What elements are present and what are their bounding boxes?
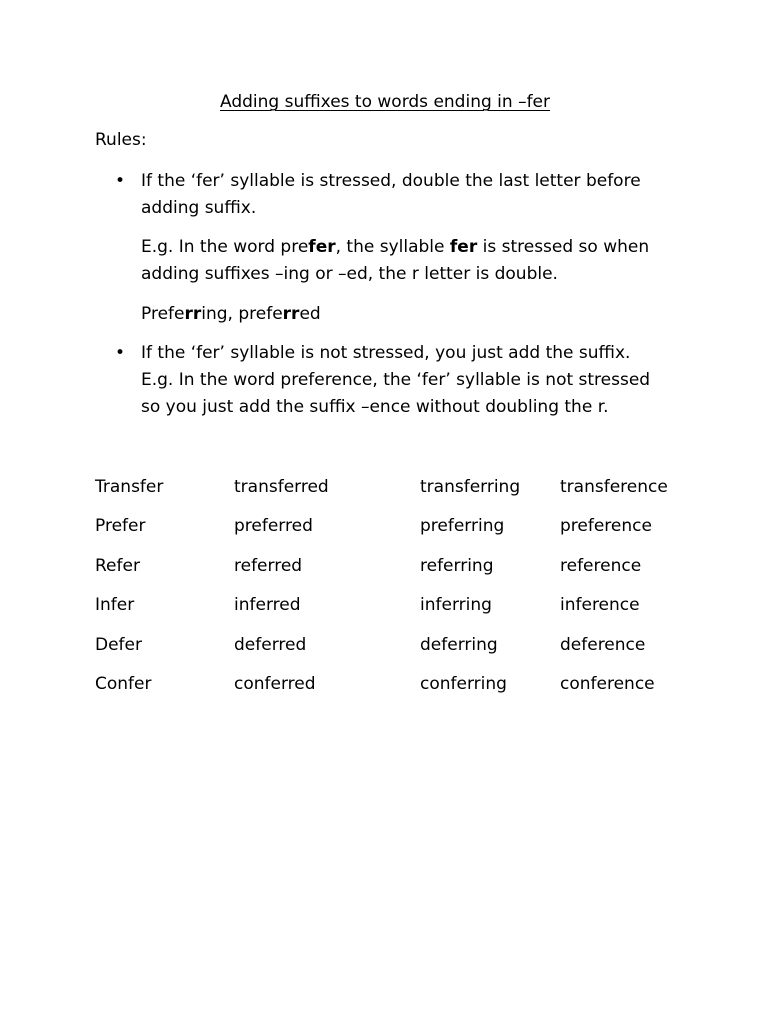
bullet-icon: •	[115, 171, 126, 191]
page-title: Adding suffixes to words ending in –fer	[220, 92, 550, 112]
base-word-cell: Transfer	[95, 477, 164, 497]
ing-form-cell: deferring	[420, 634, 498, 655]
ed-form-cell: referred	[234, 555, 303, 576]
ing-form-cell: inferring	[420, 595, 492, 616]
rule-text-line: If the ‘fer’ syllable is not stressed, you just add the suffix.	[141, 343, 631, 363]
form-text: Prefe	[141, 304, 185, 324]
ed-form-cell: inferred	[234, 595, 301, 616]
ed-form-cell: deferred	[234, 634, 307, 655]
ence-form-cell: reference	[560, 555, 642, 576]
example-line: adding suffixes –ing or –ed, the r letter is double.	[141, 264, 558, 284]
doubled-letters: rr	[184, 304, 202, 324]
base-word-cell: Confer	[95, 673, 152, 694]
example-line	[141, 237, 649, 257]
form-text: ed	[299, 304, 321, 324]
example-text: E.g. In the word pre	[141, 237, 309, 257]
form-text: ing, prefe	[201, 304, 283, 324]
doubled-letters: rr	[282, 304, 300, 324]
rule-text-line: E.g. In the word preference, the ‘fer’ syllable is not stressed	[141, 370, 651, 390]
ed-form-cell: preferred	[234, 516, 313, 537]
rules-heading: Rules:	[95, 130, 147, 150]
bullet-icon: •	[115, 343, 126, 363]
rule-text-line: so you just add the suffix –ence without doubling the r.	[141, 397, 609, 417]
stressed-syllable: fer	[449, 237, 478, 257]
ence-form-cell: inference	[560, 595, 640, 616]
ence-form-cell: transference	[560, 477, 668, 497]
ing-form-cell: transferring	[420, 477, 521, 497]
example-text: , the syllable	[335, 237, 450, 257]
base-word-cell: Refer	[95, 555, 140, 576]
ing-form-cell: preferring	[420, 516, 505, 537]
ed-form-cell: conferred	[234, 673, 316, 694]
ed-form-cell: transferred	[234, 477, 329, 497]
ence-form-cell: conference	[560, 673, 655, 694]
stressed-syllable: fer	[308, 237, 336, 257]
ing-form-cell: conferring	[420, 673, 507, 694]
rule-text-line: If the ‘fer’ syllable is stressed, double the last letter before	[141, 171, 641, 191]
rule-text-line: adding suffix.	[141, 198, 257, 218]
base-word-cell: Defer	[95, 634, 142, 655]
base-word-cell: Infer	[95, 595, 135, 616]
ing-form-cell: referring	[420, 555, 494, 576]
ence-form-cell: deference	[560, 634, 646, 655]
title-block	[0, 92, 770, 112]
ence-form-cell: preference	[560, 516, 652, 537]
word-table	[95, 477, 690, 713]
example-text: is stressed so when	[477, 237, 650, 257]
example-forms	[141, 304, 321, 324]
base-word-cell: Prefer	[95, 516, 146, 537]
